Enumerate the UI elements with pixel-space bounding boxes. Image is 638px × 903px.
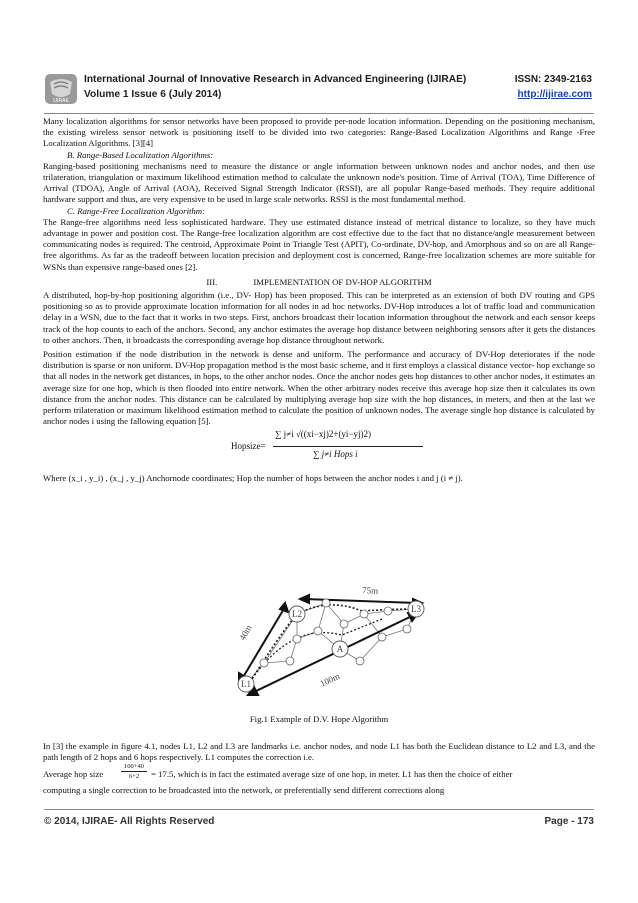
node — [286, 657, 294, 665]
formula-label: Hopsize= — [231, 441, 266, 452]
article-body — [43, 116, 595, 485]
avg-hop-numerator: 100+40 — [121, 763, 147, 772]
node — [260, 659, 268, 667]
node — [360, 610, 368, 618]
range-based-paragraph: Ranging-based positioning mechanisms need to measure the distance or angle information between unknown nodes and anchor nodes, and then use trilateration, triangulation or maximum likelihood estimation method to calculate the unknown node's position. Time of Arrival (TOA), Time Difference of Arrival (TDOA), Angle of Arrival (AOA), Received Signal Strength Indicator (RSSI), are all popular Range-based methods. They require additional hardware support and thus, are very expensive to be used in large scale networks. RSSI is the most fundamental method. — [43, 160, 595, 205]
formula-denominator: ∑ j≠i Hops i — [313, 449, 358, 460]
section-heading — [43, 277, 595, 288]
formula-numerator: ∑ j≠i √((xi−xj)2+(yi−yj)2) — [275, 429, 372, 440]
label-40m: 40m — [237, 623, 254, 642]
label-100m: 100m — [318, 670, 342, 689]
node — [356, 657, 364, 665]
label-75m: 75m — [361, 585, 379, 596]
volume-line: Volume 1 Issue 6 (July 2014) — [84, 89, 222, 100]
range-free-paragraph: The Range-free algorithms need less sophisticated hardware. They use estimated distance instead of metrical distance to localize, so they have much advantage in power and position cost. The Range-free localization algorithm are cost effective due to the fact that no distance/angle measurement between communicating nodes is required. The centroid, Approximate Point in Triangle Test (APIT), Co-ordinate, DV-hop, and Amorphous and so on are all Range-free algorithms. As far as the tradeoff between location precision and deployment cost is concerned, Range-free localization schemes are more suitable for WSNs than expensive range-based ones [2]. — [43, 216, 595, 272]
intro-paragraph: Many localization algorithms for sensor networks have been proposed to provide per-node location information. Depending on the positioning mechanism, the existing wireless sensor network is positioning itself to be divided into two categories: Range-Based Localization Algorithms and Range -Free Localization Algorithms. [3][4] — [43, 116, 595, 149]
node — [322, 599, 330, 607]
issn: ISSN: 2349-2163 — [514, 74, 592, 85]
dvhop-paragraph-2: Position estimation if the node distribution in the network is dense and uniform. The performance and accuracy of DV-Hop deteriorates if the node distribution is sparse or non uniform. DV-Hop propagation method is the most basic scheme, and it first employs a classical distance vector- hop exchange so that all nodes in the network get distances, in hops, to the other anchor nodes. Once the anchor nodes gets hop distances to other anchor nodes, it estimates an average size for one hop, which is then flooded into entire network. When the other arbitrary nodes receive this average hop size then it calculates its own distance from the anchor nodes. This distance can be calculated by multiplying average hop size with the hop distances, in meters, and then at the last we perform trilateration or maximum likelihood estimation method to calculate the position of unknown nodes. The average single hop distance is calculated by anchor nodes i using the fallowing equation [5]. — [43, 349, 595, 427]
node — [293, 635, 301, 643]
section-title: IMPLEMENTATION OF DV-HOP ALGORITHM — [253, 276, 432, 287]
copyright-text: © 2014, IJIRAE- All Rights Reserved — [44, 816, 215, 827]
journal-title: International Journal of Innovative Research in Advanced Engineering (IJIRAE) — [84, 74, 467, 85]
dvhop-paragraph-1: A distributed, hop-by-hop positioning algorithm (i.e., DV- Hop) has been proposed. This can be interpreted as an extension of both DV routing and GPS positioning so as to provide approximate location information for all nodes in ad hoc networks. DV-Hop introduces a lot of traffic load and communication delay in a WSN, due to the fact that it works in two steps. First, anchors broadcast their location information throughout the network and each sensor keeps track of the hop counts to each of the anchors. Second, any anchor estimates the average hop distance between neighboring sensors after it gets the distances to other anchors. Then, it broadcasts the corresponding average hop distance throughout network. — [43, 290, 595, 345]
journal-header — [44, 70, 594, 110]
figure-caption: Fig.1 Example of D.V. Hope Algorithm — [249, 714, 389, 724]
hopsize-formula — [43, 427, 595, 471]
node — [384, 607, 392, 615]
dv-hop-figure — [192, 579, 442, 705]
label-a: A — [336, 644, 344, 654]
header-divider — [44, 113, 594, 114]
label-l2: L2 — [292, 609, 302, 619]
journal-url-link[interactable]: http://ijirae.com — [517, 89, 592, 100]
node — [314, 627, 322, 635]
label-l3: L3 — [411, 604, 421, 614]
avg-hop-prefix: Average hop size — [43, 769, 104, 780]
example-paragraph: In [3] the example in figure 4.1, nodes L1, L2 and L3 are landmarks i.e. anchor nodes, and node L1 has both the Euclidean distance to L2 and L3, and the path length of 2 hops and 6 hops respectively. L1 computes the correction i.e. — [43, 741, 595, 763]
journal-logo — [44, 72, 78, 106]
node — [378, 633, 386, 641]
section-number: III. — [206, 276, 218, 287]
example-continuation: computing a single correction to be broadcasted into the network, or preferentially send different corrections along — [43, 785, 445, 796]
figure-edges — [246, 603, 416, 684]
subsection-range-free: C. Range-Free Localization Algorithm: — [67, 205, 206, 216]
where-line: Where (x_i , y_i) , (x_j , y_j) Anchornode coordinates; Hop the number of hops between the anchor nodes i and j (i ≠ j). — [43, 473, 463, 484]
subsection-range-based: B. Range-Based Localization Algorithms: — [67, 149, 214, 160]
example-block — [43, 741, 595, 797]
fraction-bar — [273, 446, 423, 447]
footer-divider — [44, 809, 594, 810]
page-number: Page - 173 — [544, 816, 594, 827]
hop-path-dotted — [250, 605, 414, 682]
logo-text: IJIRAE — [53, 98, 69, 104]
node — [403, 625, 411, 633]
label-l1: L1 — [241, 679, 251, 689]
avg-hop-suffix: = 17.5, which is in fact the estimated average size of one hop, in meter. L1 has then the choice of either — [151, 769, 513, 780]
node — [340, 620, 348, 628]
avg-hop-denominator: 6+2 — [128, 773, 140, 781]
average-hop-line — [43, 764, 595, 784]
